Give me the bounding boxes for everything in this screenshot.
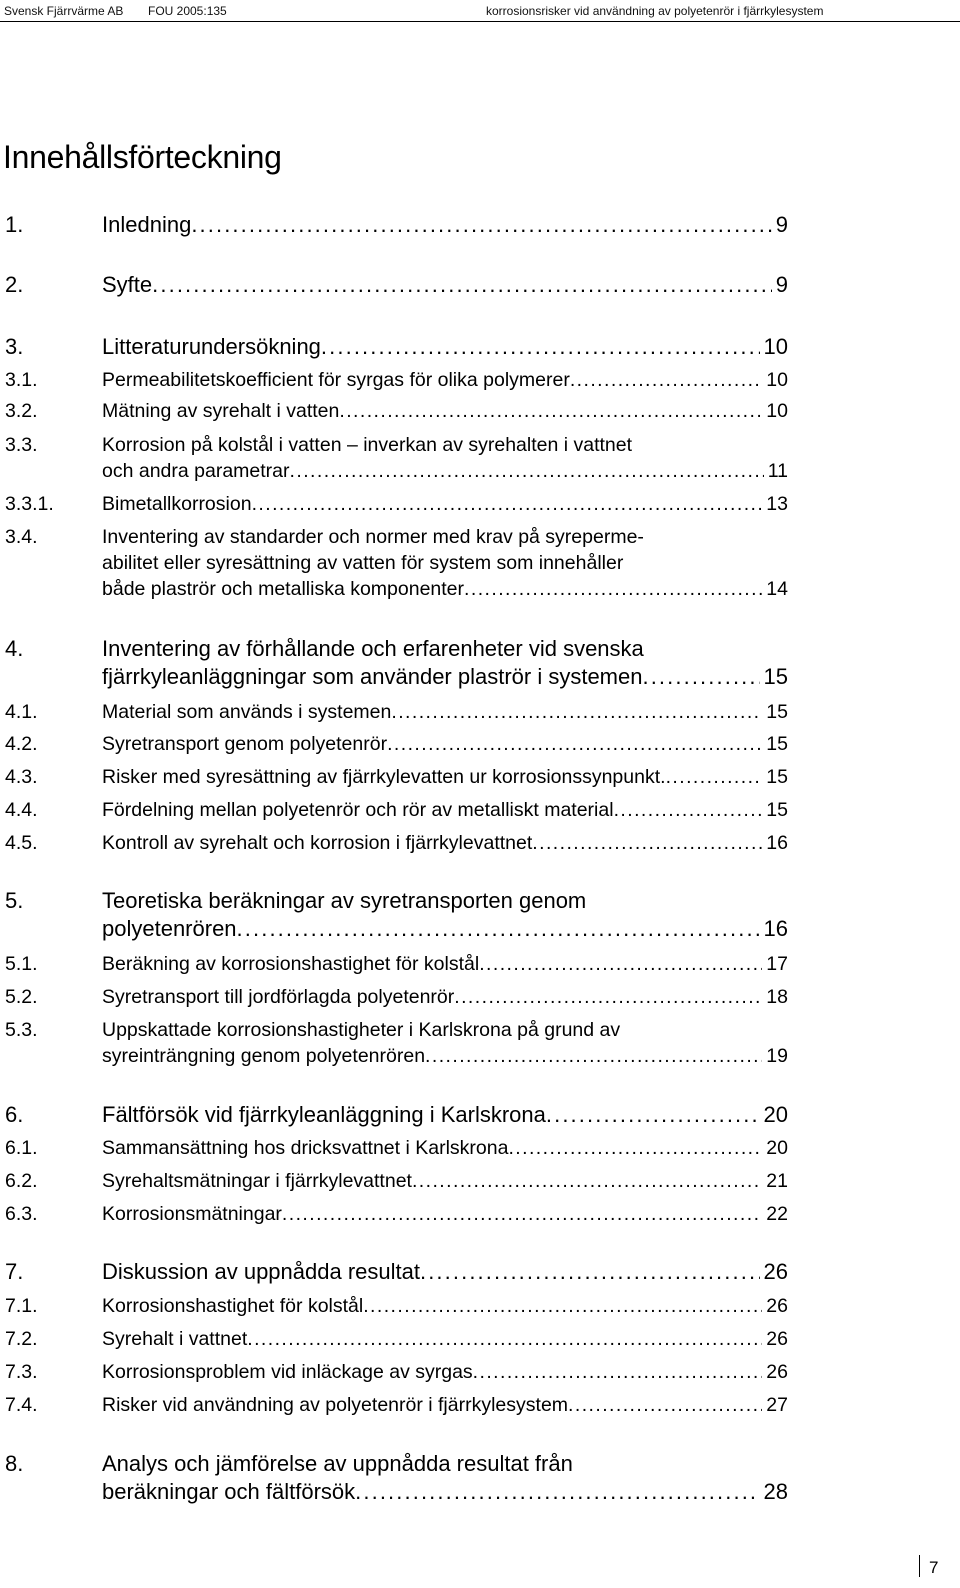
toc-leader-dots xyxy=(570,367,762,393)
toc-entry-body xyxy=(102,635,788,691)
toc-entry-text-line: Uppskattade korrosionshastigheter i Karlskrona på grund av xyxy=(102,1019,621,1041)
toc-entry-title: Kontroll av syrehalt och korrosion i fjärrkylevattnet xyxy=(102,832,533,854)
toc-entry-number: 4.3. xyxy=(5,766,38,788)
toc-leader-dots xyxy=(666,764,763,790)
toc-entry-body xyxy=(102,731,788,757)
toc-entry-number: 5.3. xyxy=(5,1019,38,1041)
toc-entry-leader-line xyxy=(102,491,788,517)
toc-entry-leader-line xyxy=(102,764,788,790)
toc-entry-body xyxy=(102,432,788,484)
toc-entry-number: 3. xyxy=(5,334,24,359)
toc-entry-page: 15 xyxy=(766,799,788,821)
toc-entry-page: 27 xyxy=(766,1394,788,1416)
page-number-divider xyxy=(919,1555,920,1577)
toc-entry-title: Material som används i systemen xyxy=(102,701,392,723)
toc-entry-title: fjärrkyleanläggningar som använder plaströr i systemen xyxy=(102,664,643,689)
toc-entry-page: 26 xyxy=(766,1328,788,1350)
toc-entry-text-line: Analys och jämförelse av uppnådda resultat från xyxy=(102,1451,573,1476)
toc-entry-number: 5.1. xyxy=(5,953,38,975)
toc-entry-leader-line xyxy=(102,1101,788,1129)
toc-entry-text-line: Inventering av standarder och normer med krav på syreperme- xyxy=(102,526,644,548)
toc-leader-dots xyxy=(508,1135,762,1161)
toc-entry-body xyxy=(102,1293,788,1319)
toc-entry-body xyxy=(102,1392,788,1418)
toc-entry-body xyxy=(102,367,788,393)
header-org: Svensk Fjärrvärme AB xyxy=(4,4,124,18)
toc-entry-body xyxy=(102,764,788,790)
toc-entry-body xyxy=(102,1450,788,1506)
toc-leader-dots xyxy=(252,491,763,517)
toc-entry-title: både plaströr och metalliska komponenter xyxy=(102,578,465,600)
toc-entry-number: 4.4. xyxy=(5,799,38,821)
toc-leader-dots xyxy=(355,1478,759,1506)
toc-entry-title: Risker vid användning av polyetenrör i fjärrkylesystem xyxy=(102,1394,569,1416)
toc-entry-body xyxy=(102,271,788,299)
toc-entry-body xyxy=(102,1017,788,1069)
toc-entry-body xyxy=(102,1101,788,1129)
toc-entry-title: Syrehalt i vattnet xyxy=(102,1328,248,1350)
toc-entry-title: Syretransport till jordförlagda polyetenrör xyxy=(102,986,455,1008)
toc-entry-page: 17 xyxy=(766,953,788,975)
toc-entry-title: Syretransport genom polyetenrör xyxy=(102,733,388,755)
toc-entry-leader-line xyxy=(102,830,788,856)
toc-entry-page: 14 xyxy=(766,578,788,600)
toc-entry-leader-line xyxy=(102,1359,788,1385)
toc-entry-page: 28 xyxy=(763,1479,788,1504)
toc-entry-leader-line xyxy=(102,271,788,299)
page-number: 7 xyxy=(929,1558,939,1577)
toc-entry-title: Mätning av syrehalt i vatten xyxy=(102,400,340,422)
toc-entry-leader-line xyxy=(102,1478,788,1506)
toc-entry-number: 7. xyxy=(5,1259,24,1284)
toc-entry-page: 10 xyxy=(763,334,788,359)
toc-entry-title: Permeabilitetskoefficient för syrgas för olika polymerer xyxy=(102,369,570,391)
toc-entry-leader-line xyxy=(102,797,788,823)
toc-entry-title: Risker med syresättning av fjärrkylevatten ur korrosionssynpunkt. xyxy=(102,766,666,788)
toc-entry-number: 7.2. xyxy=(5,1328,38,1350)
page-title: Innehållsförteckning xyxy=(3,139,282,175)
toc-entry-page: 16 xyxy=(766,832,788,854)
toc-entry-number: 7.1. xyxy=(5,1295,38,1317)
toc-entry-page: 13 xyxy=(766,493,788,515)
toc-entry-body xyxy=(102,887,788,943)
toc-entry-title: Syfte xyxy=(102,272,153,297)
toc-leader-dots xyxy=(425,1043,762,1069)
toc-entry-page: 15 xyxy=(766,733,788,755)
header-report: FOU 2005:135 xyxy=(148,4,227,18)
toc-entry-number: 3.3. xyxy=(5,434,38,456)
toc-entry-number: 3.4. xyxy=(5,526,38,548)
toc-entry-leader-line xyxy=(102,211,788,239)
toc-entry-leader-line xyxy=(102,1258,788,1286)
toc-entry-number: 4. xyxy=(5,636,24,661)
toc-leader-dots xyxy=(282,1201,762,1227)
toc-entry-title: Litteraturundersökning xyxy=(102,334,321,359)
toc-entry-body xyxy=(102,797,788,823)
toc-entry-title: Fördelning mellan polyetenrör och rör av metalliskt material xyxy=(102,799,614,821)
toc-entry-text-line: Korrosion på kolstål i vatten – inverkan av syrehalten i vattnet xyxy=(102,434,633,456)
toc-entry-number: 7.4. xyxy=(5,1394,38,1416)
toc-entry-title: Syrehaltsmätningar i fjärrkylevattnet xyxy=(102,1170,412,1192)
toc-entry-page: 9 xyxy=(775,272,788,297)
toc-entry-title: Korrosionshastighet för kolstål xyxy=(102,1295,364,1317)
toc-entry-leader-line xyxy=(102,915,788,943)
toc-entry-body xyxy=(102,211,788,239)
toc-entry-number: 4.1. xyxy=(5,701,38,723)
toc-entry-leader-line xyxy=(102,1135,788,1161)
toc-leader-dots xyxy=(339,398,762,424)
toc-entry-leader-line xyxy=(102,1201,788,1227)
toc-entry-text-line: Inventering av förhållande och erfarenheter vid svenska xyxy=(102,636,644,661)
toc-entry-number: 6.1. xyxy=(5,1137,38,1159)
toc-entry-title: polyetenrören xyxy=(102,916,237,941)
toc-entry-leader-line xyxy=(102,1392,788,1418)
toc-entry-title: Fältförsök vid fjärrkyleanläggning i Karlskrona xyxy=(102,1102,546,1127)
toc-entry-title: Diskussion av uppnådda resultat xyxy=(102,1259,420,1284)
toc-entry-title: Bimetallkorrosion xyxy=(102,493,252,515)
toc-entry-body xyxy=(102,491,788,517)
toc-entry-number: 5.2. xyxy=(5,986,38,1008)
toc-leader-dots xyxy=(464,576,762,602)
toc-entry-leader-line xyxy=(102,1326,788,1352)
toc-entry-text-line: Teoretiska beräkningar av syretransporten genom xyxy=(102,888,587,913)
header-topic: korrosionsrisker vid användning av polyetenrör i fjärrkylesystem xyxy=(486,4,824,18)
toc-entry-leader-line xyxy=(102,398,788,424)
toc-entry-text-line: abilitet eller syresättning av vatten för system som innehåller xyxy=(102,552,624,574)
toc-entry-page: 26 xyxy=(766,1295,788,1317)
toc-entry-page: 26 xyxy=(766,1361,788,1383)
toc-entry-leader-line xyxy=(102,951,788,977)
toc-leader-dots xyxy=(642,663,759,691)
toc-leader-dots xyxy=(454,984,762,1010)
toc-entry-body xyxy=(102,1326,788,1352)
toc-entry-number: 1. xyxy=(5,212,24,237)
toc-entry-leader-line xyxy=(102,367,788,393)
toc-entry-page: 15 xyxy=(766,766,788,788)
toc-entry-number: 3.2. xyxy=(5,400,38,422)
toc-entry-number: 6. xyxy=(5,1102,24,1127)
toc-entry-number: 4.5. xyxy=(5,832,38,854)
toc-entry-title: beräkningar och fältförsök xyxy=(102,1479,356,1504)
toc-leader-dots xyxy=(363,1293,762,1319)
toc-entry-title: Beräkning av korrosionshastighet för kolstål xyxy=(102,953,480,975)
toc-entry-body xyxy=(102,1359,788,1385)
toc-leader-dots xyxy=(387,731,762,757)
toc-entry-body xyxy=(102,1135,788,1161)
toc-leader-dots xyxy=(237,915,760,943)
toc-entry-number: 5. xyxy=(5,888,24,913)
toc-entry-page: 15 xyxy=(763,664,788,689)
toc-entry-page: 15 xyxy=(766,701,788,723)
toc-leader-dots xyxy=(247,1326,762,1352)
toc-entry-leader-line xyxy=(102,1293,788,1319)
toc-entry-title: Sammansättning hos dricksvattnet i Karlskrona xyxy=(102,1137,509,1159)
toc-entry-body xyxy=(102,524,788,602)
toc-entry-page: 11 xyxy=(767,460,788,482)
toc-entry-number: 6.3. xyxy=(5,1203,38,1225)
toc-entry-number: 6.2. xyxy=(5,1170,38,1192)
toc-entry-title: Korrosionsmätningar xyxy=(102,1203,282,1225)
toc-entry-body xyxy=(102,398,788,424)
toc-leader-dots xyxy=(479,951,762,977)
toc-entry-page: 18 xyxy=(766,986,788,1008)
toc-entry-body xyxy=(102,951,788,977)
toc-entry-leader-line xyxy=(102,663,788,691)
toc-leader-dots xyxy=(191,211,771,239)
toc-entry-leader-line xyxy=(102,731,788,757)
toc-entry-page: 16 xyxy=(763,916,788,941)
toc-entry-page: 19 xyxy=(766,1045,788,1067)
toc-entry-number: 4.2. xyxy=(5,733,38,755)
toc-leader-dots xyxy=(391,699,762,725)
toc-entry-number: 3.1. xyxy=(5,369,38,391)
toc-entry-page: 21 xyxy=(766,1170,788,1192)
toc-entry-body xyxy=(102,1258,788,1286)
toc-entry-page: 26 xyxy=(763,1259,788,1284)
toc-entry-leader-line xyxy=(102,333,788,361)
toc-leader-dots xyxy=(568,1392,762,1418)
toc-entry-body xyxy=(102,984,788,1010)
toc-entry-page: 22 xyxy=(766,1203,788,1225)
toc-entry-title: Korrosionsproblem vid inläckage av syrgas xyxy=(102,1361,473,1383)
toc-entry-page: 20 xyxy=(766,1137,788,1159)
toc-leader-dots xyxy=(614,797,763,823)
toc-entry-leader-line xyxy=(102,699,788,725)
toc-leader-dots xyxy=(290,458,764,484)
toc-entry-number: 2. xyxy=(5,272,24,297)
toc-leader-dots xyxy=(420,1258,760,1286)
toc-leader-dots xyxy=(532,830,762,856)
toc-entry-page: 10 xyxy=(766,369,788,391)
toc-entry-body xyxy=(102,699,788,725)
toc-entry-number: 7.3. xyxy=(5,1361,38,1383)
toc-entry-page: 9 xyxy=(775,212,788,237)
toc-entry-leader-line xyxy=(102,576,788,602)
toc-entry-page: 20 xyxy=(763,1102,788,1127)
toc-leader-dots xyxy=(546,1101,760,1129)
toc-entry-body xyxy=(102,1201,788,1227)
toc-entry-number: 3.3.1. xyxy=(5,493,54,515)
toc-entry-title: syreinträngning genom polyetenrören xyxy=(102,1045,426,1067)
toc-entry-title: Inledning xyxy=(102,212,192,237)
toc-leader-dots xyxy=(321,333,760,361)
toc-entry-leader-line xyxy=(102,1043,788,1069)
toc-entry-title: och andra parametrar xyxy=(102,460,290,482)
toc-leader-dots xyxy=(412,1168,762,1194)
toc-entry-page: 10 xyxy=(766,400,788,422)
toc-entry-body xyxy=(102,830,788,856)
toc-entry-leader-line xyxy=(102,458,788,484)
toc-entry-leader-line xyxy=(102,1168,788,1194)
toc-entry-leader-line xyxy=(102,984,788,1010)
toc-entry-body xyxy=(102,1168,788,1194)
toc-leader-dots xyxy=(473,1359,763,1385)
toc-leader-dots xyxy=(152,271,772,299)
toc-entry-body xyxy=(102,333,788,361)
toc-entry-number: 8. xyxy=(5,1451,24,1476)
